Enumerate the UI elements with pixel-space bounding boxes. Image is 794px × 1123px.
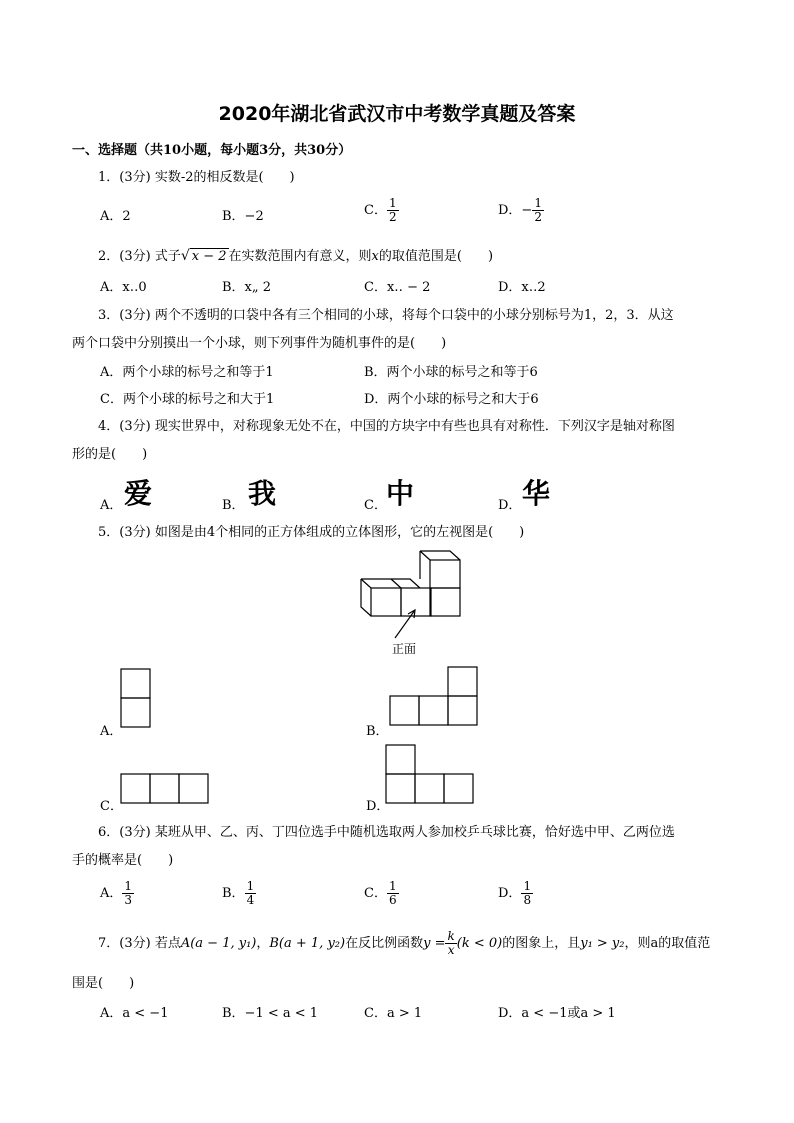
fraction: $\frac{1}{8}$ <box>523 879 532 907</box>
q7-option-c: C．a > 1 <box>364 1006 423 1021</box>
q7-stem-line1: 7．(3分) 若点A(a − 1, y₁)，B(a + 1, y₂)在反比例函数y = $\frac{k}{x}$ (k < 0)的图象上，且y₁ > y₂，则a的取值范 <box>98 929 711 957</box>
q2-option-b: B．x„ 2 <box>222 280 272 295</box>
fraction: $\frac{1}{6}$ <box>388 879 397 907</box>
q3-stem-line2: 两个口袋中分别摸出一个小球，则下列事件为随机事件的是( ) <box>72 336 447 351</box>
page-title: 2020年湖北省武汉市中考数学真题及答案 <box>218 103 576 125</box>
q7-option-b: B．−1 < a < 1 <box>222 1006 319 1021</box>
fraction: $\frac{1}{2}$ <box>388 196 397 224</box>
fraction: $\frac{1}{4}$ <box>246 879 255 907</box>
q5-stem: 5．(3分) 如图是由4个相同的正方体组成的立体图形，它的左视图是( ) <box>98 525 525 540</box>
q7-option-a: A．a < −1 <box>100 1006 169 1021</box>
q6-stem-line1: 6．(3分) 某班从甲、乙、丙、丁四位选手中随机选取两人参加校乒乓球比赛，恰好选中甲、乙两位选 <box>98 825 675 840</box>
q1-option-b: B．−2 <box>222 209 264 224</box>
q4-option-b-char: 我 <box>248 477 277 510</box>
q5-option-d-label: D． <box>366 799 390 814</box>
q7-option-d: D．a < −1或a > 1 <box>498 1006 616 1021</box>
q4-option-d-char: 华 <box>522 477 551 510</box>
q4-option-c-label: C． <box>364 498 387 513</box>
q3-option-d: D．两个小球的标号之和大于6 <box>364 392 539 407</box>
q6-stem-line2: 手的概率是( ) <box>72 853 174 868</box>
q3-option-b: B．两个小球的标号之和等于6 <box>364 365 538 380</box>
q5-option-b-label: B． <box>366 724 389 739</box>
q1-option-c: C． $\frac{1}{2}$ <box>364 196 397 224</box>
q2-option-d: D．x‥2 <box>498 280 546 295</box>
fraction: $\frac{1}{2}$ <box>534 196 542 224</box>
q1-option-a: A．2 <box>100 209 131 224</box>
q4-option-c-char: 中 <box>386 477 415 510</box>
q3-stem-line1: 3．(3分) 两个不透明的口袋中各有三个相同的小球，将每个口袋中的小球分别标号为1，2，3．从这 <box>98 308 674 323</box>
q4-option-a-label: A． <box>100 498 123 513</box>
q4-option-d-label: D． <box>498 498 522 513</box>
q4-option-a-char: 爱 <box>124 477 153 510</box>
q6-option-c: C． $\frac{1}{6}$ <box>364 879 397 907</box>
fraction: $\frac{k}{x}$ <box>447 929 455 957</box>
radical: x − 2 <box>191 249 227 264</box>
q4-stem-line2: 形的是( ) <box>72 447 148 462</box>
q3-option-a: A．两个小球的标号之和等于1 <box>100 365 274 380</box>
q5-option-a-label: A． <box>100 724 123 739</box>
q4-option-b-label: B． <box>222 498 245 513</box>
fraction: $\frac{1}{3}$ <box>124 879 133 907</box>
q4-stem-line1: 4．(3分) 现实世界中，对称现象无处不在，中国的方块字中有些也具有对称性．下列汉字是轴对称图 <box>98 419 675 434</box>
q1-stem: 1．(3分) 实数-2的相反数是( ) <box>98 170 295 185</box>
q5-option-c-label: C． <box>100 799 123 814</box>
q2-stem: 2．(3分) 式子√ x − 2 在实数范围内有意义，则x的取值范围是( ) <box>98 248 494 264</box>
q3-option-c: C．两个小球的标号之和大于1 <box>100 392 275 407</box>
q7-stem-line2: 围是( ) <box>72 976 135 991</box>
q6-option-b: B． $\frac{1}{4}$ <box>222 879 255 907</box>
q5-front-label: 正面 <box>392 642 417 656</box>
section-heading: 一、选择题（共10小题，每小题3分，共30分） <box>72 143 352 158</box>
q6-option-a: A． $\frac{1}{3}$ <box>100 879 133 907</box>
q1-option-d: D．− $\frac{1}{2}$ <box>498 196 542 224</box>
q2-option-c: C．x‥ − 2 <box>364 280 431 295</box>
q2-option-a: A．x‥0 <box>100 280 147 295</box>
q6-option-d: D． $\frac{1}{8}$ <box>498 879 532 907</box>
